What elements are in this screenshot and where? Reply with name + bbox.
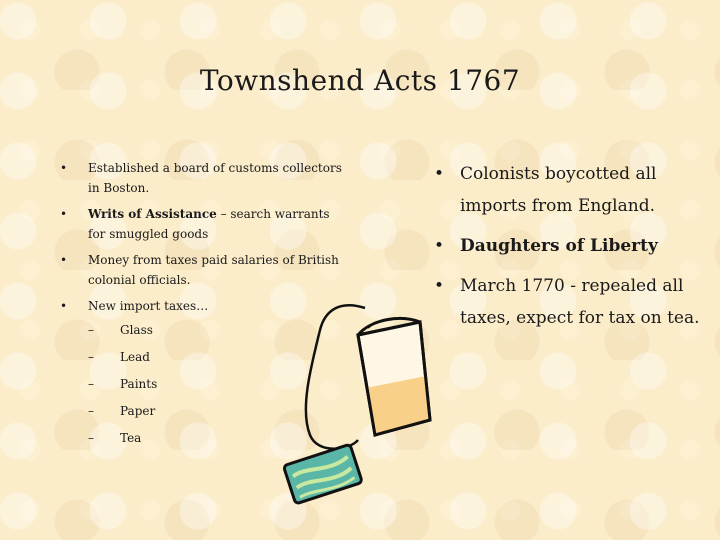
sub-item-text: Tea bbox=[120, 431, 142, 445]
right-bullet-list bbox=[434, 158, 720, 342]
bullet-icon: • bbox=[434, 164, 445, 184]
bullet-icon: • bbox=[434, 236, 445, 256]
right-bullet-text: March 1770 - repealed all taxes, expect for tax on tea. bbox=[460, 276, 700, 328]
right-bullet-item bbox=[434, 270, 720, 334]
bullet-icon: • bbox=[60, 253, 68, 267]
left-bullet-text: Established a board of customs collectors in Boston. bbox=[88, 161, 342, 195]
left-bullet-text: New import taxes… bbox=[88, 299, 209, 313]
bullet-icon: • bbox=[60, 299, 68, 313]
sub-item-text: Paper bbox=[120, 404, 156, 418]
left-bullet-item bbox=[60, 250, 350, 290]
dash-icon: – bbox=[88, 377, 94, 391]
bullet-icon: • bbox=[60, 207, 68, 221]
dash-icon: – bbox=[88, 350, 94, 364]
daughters-of-liberty-label: Daughters of Liberty bbox=[460, 236, 658, 256]
tea-bag-icon bbox=[280, 290, 440, 510]
left-bullet-item bbox=[60, 158, 350, 198]
left-bullet-text: – search warrants for smuggled goods bbox=[88, 207, 330, 241]
dash-icon: – bbox=[88, 404, 94, 418]
bullet-icon: • bbox=[60, 161, 68, 175]
right-bullet-item bbox=[434, 230, 720, 262]
bullet-icon: • bbox=[434, 276, 445, 296]
slide-title: Townshend Acts 1767 bbox=[199, 64, 521, 97]
sub-item-text: Lead bbox=[120, 350, 150, 364]
writs-of-assistance-label: Writs of Assistance bbox=[88, 207, 217, 221]
sub-item-text: Glass bbox=[120, 323, 153, 337]
left-bullet-text: Money from taxes paid salaries of British colonial officials. bbox=[88, 253, 339, 287]
left-bullet-item bbox=[60, 204, 350, 244]
dash-icon: – bbox=[88, 323, 94, 337]
right-bullet-text: Colonists boycotted all imports from England. bbox=[460, 164, 657, 216]
dash-icon: – bbox=[88, 431, 94, 445]
sub-item-text: Paints bbox=[120, 377, 158, 391]
right-bullet-item bbox=[434, 158, 720, 222]
